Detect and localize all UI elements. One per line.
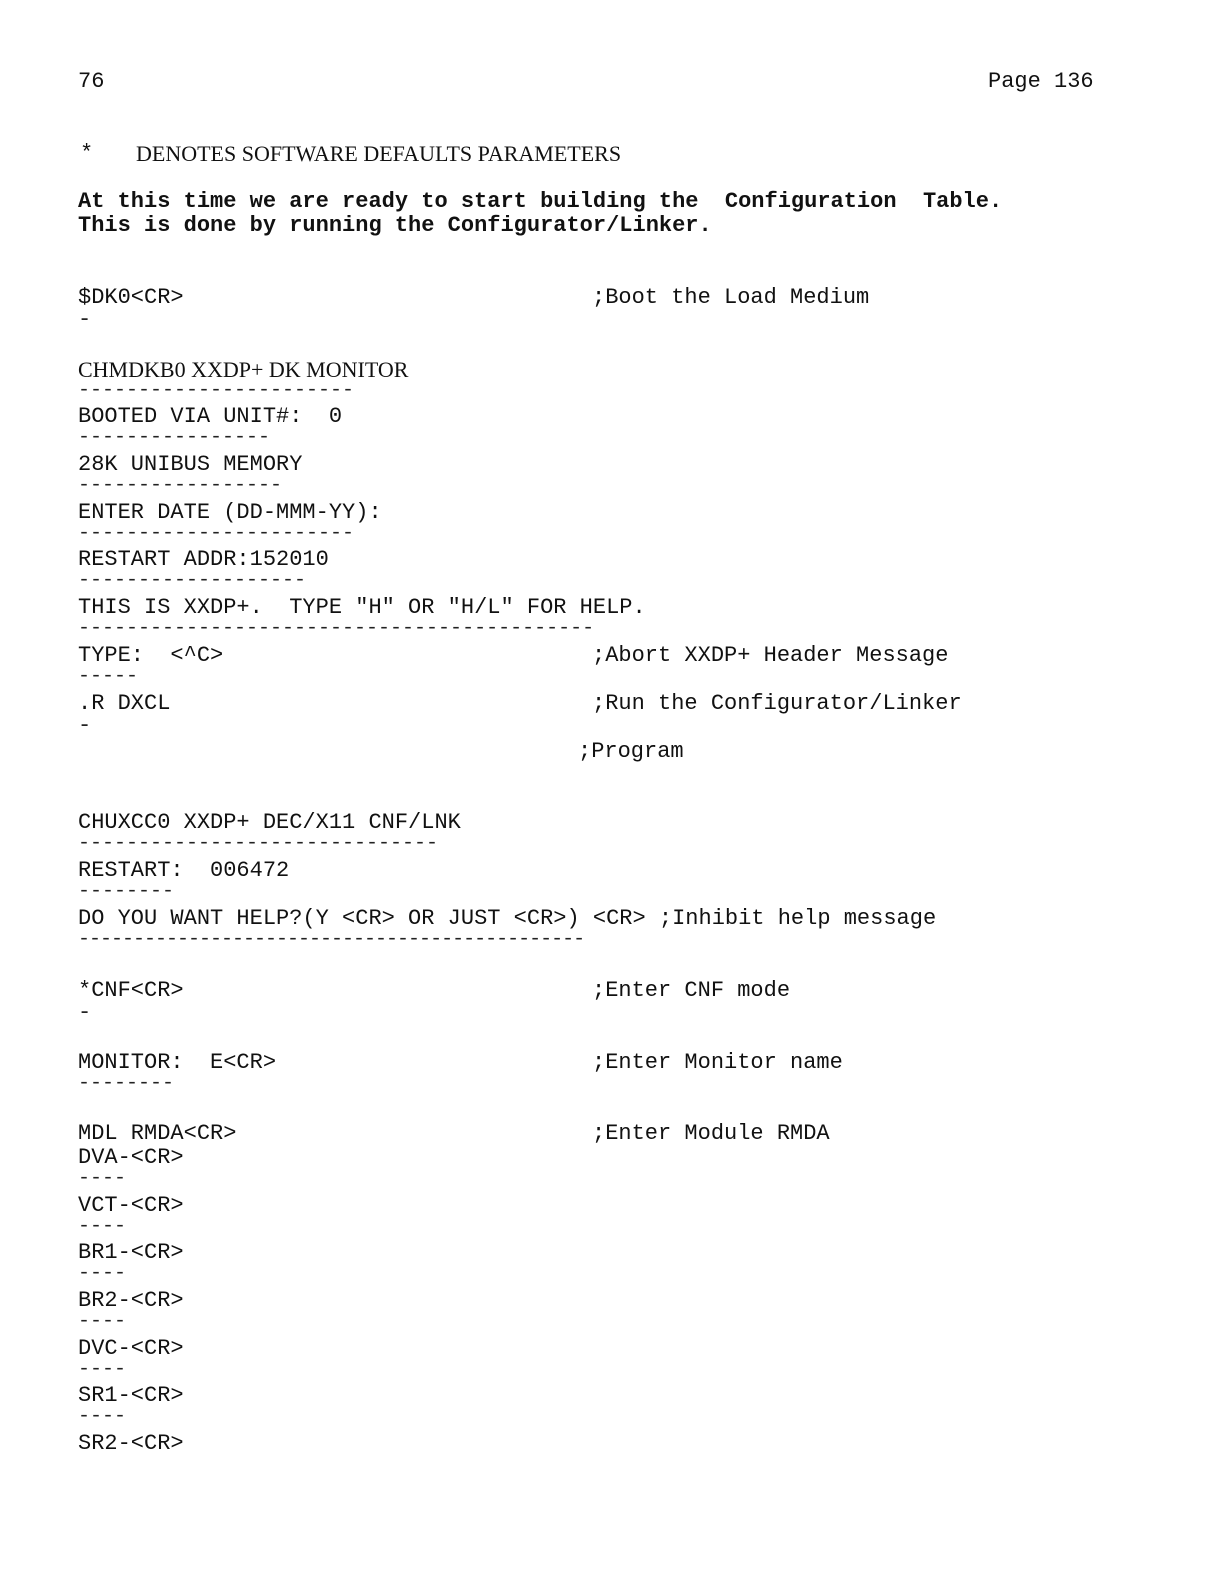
session-underline: ------------------------------------------- — [78, 617, 595, 640]
session-command: MONITOR: E<CR> — [78, 1050, 277, 1075]
session-command: VCT-<CR> — [78, 1193, 184, 1218]
session-underline: ---- — [78, 1262, 127, 1285]
session-command: TYPE: <^C> — [78, 643, 224, 668]
session-command: DVC-<CR> — [78, 1336, 184, 1361]
session-command: THIS IS XXDP+. TYPE "H" OR "H/L" FOR HELP. — [78, 595, 646, 620]
session-comment: ;Enter CNF mode — [592, 978, 791, 1003]
session-underline: -------- — [78, 880, 175, 903]
session-command: $DK0<CR> — [78, 285, 184, 310]
session-command: MDL RMDA<CR> — [78, 1121, 237, 1146]
session-command: *CNF<CR> — [78, 978, 184, 1003]
heading-star: * — [80, 141, 94, 166]
session-command: DVA-<CR> — [78, 1145, 184, 1170]
session-underline: ---------------------------------------------- — [78, 928, 585, 951]
session-underline: ------------------- — [78, 569, 307, 592]
heading-text: DENOTES SOFTWARE DEFAULTS PARAMETERS — [136, 141, 622, 166]
session-comment: ;Boot the Load Medium — [592, 285, 870, 310]
session-comment: ;Enter Monitor name — [592, 1050, 843, 1075]
session-command: 28K UNIBUS MEMORY — [78, 452, 303, 477]
session-underline: ---------------- — [78, 426, 271, 449]
session-underline: ---- — [78, 1310, 127, 1333]
session-command: RESTART: 006472 — [78, 858, 290, 883]
session-underline: -------- — [78, 1072, 175, 1095]
session-command: .R DXCL — [78, 691, 171, 716]
intro-line-1: At this time we are ready to start building the Configuration Table. — [78, 189, 1003, 214]
session-comment: ;Run the Configurator/Linker — [592, 691, 962, 716]
session-underline: - — [78, 307, 92, 332]
session-underline: - — [78, 1000, 92, 1025]
session-underline: ----------------------- — [78, 522, 355, 545]
session-command: RESTART ADDR:152010 — [78, 547, 329, 572]
page-number-left: 76 — [78, 69, 105, 94]
session-command: BOOTED VIA UNIT#: 0 — [78, 404, 343, 429]
session-underline: - — [78, 713, 92, 738]
session-underline: ----------------------- — [78, 379, 355, 402]
page-number-right: Page 136 — [988, 69, 1094, 94]
session-underline: ----------------- — [78, 474, 283, 497]
session-underline: ---- — [78, 1215, 127, 1238]
session-comment: ;Abort XXDP+ Header Message — [592, 643, 949, 668]
session-comment: ;Enter Module RMDA — [592, 1121, 830, 1146]
session-underline: ---- — [78, 1167, 127, 1190]
session-command: ENTER DATE (DD-MMM-YY): — [78, 500, 382, 525]
intro-line-2: This is done by running the Configurator/Linker. — [78, 213, 712, 238]
session-command: CHUXCC0 XXDP+ DEC/X11 CNF/LNK — [78, 810, 461, 835]
session-command: BR1-<CR> — [78, 1240, 184, 1265]
session-command: DO YOU WANT HELP?(Y <CR> OR JUST <CR>) <CR> ;Inhibit help message — [78, 906, 937, 931]
session-underline: ---- — [78, 1358, 127, 1381]
session-command: CHMDKB0 XXDP+ DK MONITOR — [78, 357, 409, 382]
session-underline: ---- — [78, 1405, 127, 1428]
session-underline: ----- — [78, 665, 139, 688]
session-command: BR2-<CR> — [78, 1288, 184, 1313]
session-comment: ;Program — [578, 739, 684, 764]
session-underline: ------------------------------ — [78, 832, 439, 855]
session-command: SR1-<CR> — [78, 1383, 184, 1408]
session-command: SR2-<CR> — [78, 1431, 184, 1456]
